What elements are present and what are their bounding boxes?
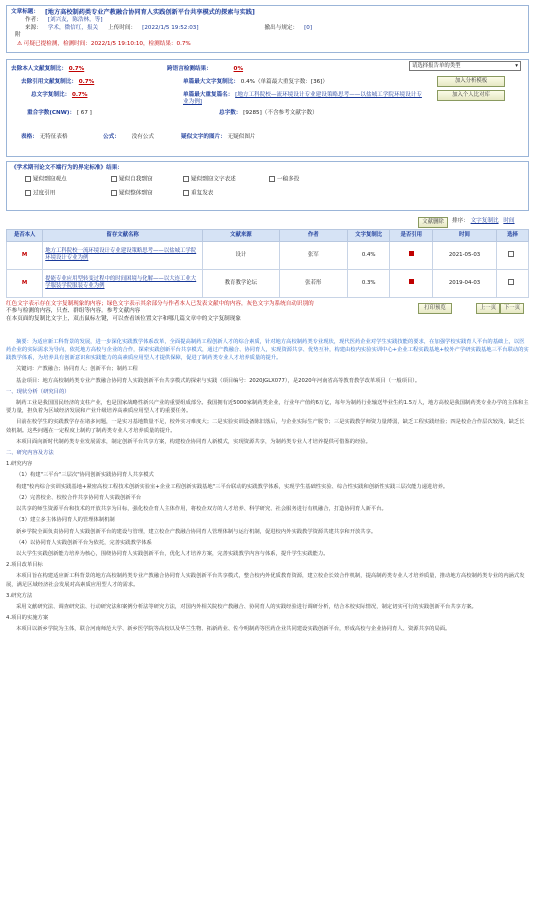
- single-max-row: [183, 79, 328, 87]
- doc-select[interactable]: [496, 269, 528, 297]
- legend-line-1: 红色文字表示存在文字复制现象的内容；绿色文字表示其余部分与作者本人已发表文献中的内容，灰色文字为系统自动识别的: [6, 300, 314, 307]
- add-analysis-button[interactable]: 加入分析模板: [437, 76, 505, 87]
- flag-label: 疑似剽窃文字表述: [191, 176, 236, 183]
- doc-source: 教育教学论坛: [203, 269, 280, 297]
- cross-lang-value: 0%: [233, 65, 244, 72]
- doc-source: 设计: [203, 241, 280, 269]
- checkbox-icon: [269, 176, 275, 182]
- suspect-row: [181, 134, 256, 142]
- chart-label: 表格：: [21, 133, 38, 140]
- remove-quote-label: 去除引用文献复制比：: [21, 78, 77, 85]
- flag-label: 一稿多投: [277, 176, 300, 183]
- flag-label: 疑似整体剽窃: [119, 190, 153, 197]
- flag-6[interactable]: [111, 190, 153, 198]
- single-title-row: [183, 92, 423, 107]
- source-label: 来源：: [25, 24, 42, 31]
- paragraph: （2）完善校企、校校合作共享协同育人实践创新平台: [16, 494, 142, 501]
- report-type-select-value: 请选择报告单的类型: [412, 62, 461, 69]
- upload-label: 上传时间：: [108, 24, 137, 31]
- paragraph: 以大学生实践创新能力培养为核心，围绕协同育人实践创新平台，优化人才培养方案，完善实践教学内容与体系，提升学生实践能力。: [16, 550, 329, 557]
- author-row: [11, 17, 524, 25]
- m-mark-icon: M: [21, 251, 28, 258]
- checkbox-icon: [25, 176, 31, 182]
- remove-self-value: 0.7%: [68, 65, 85, 72]
- keywords: 关键词：产教融合；协同育人；创新平台；制药工程: [16, 366, 138, 373]
- paragraph: 本项目旨在构建适应新工科背景的地方高校制药类专业产教融合协同育人实践创新平台共享模式，整合校内外优质教育资源，建立校企长效合作机制，提高制药类专业人才培养质量，推动地方高校制药类专业的内涵式发展，满足区域经济社会发展对高素质应用型人才的需求。: [6, 573, 525, 588]
- author-label: 作者：: [25, 17, 42, 24]
- source-toolbar: [6, 215, 529, 229]
- fund-info: 基金项目：地方高校制药类专业产教融合协同育人实践创新平台共享模式的探索与实践（项目编号：2020JGLX077），是2020年河南省高等教育教学改革项目（一般项目）。: [16, 377, 421, 384]
- paragraph: 目前在校学生的实践教学存在诸多问题，一是实习基地数量不足，校外实习难度大；二是实验实训设备陈旧落后，与企业实际生产脱节；三是实践教学师资力量薄弱，缺乏工程实践经验；四是校企合作层次较浅，缺乏长效机制。这些问题在一定程度上制约了制药类专业人才培养质量的提升。: [6, 419, 525, 434]
- sort-controls: [452, 218, 515, 226]
- sort-label: 排序：: [452, 217, 469, 224]
- checkbox-icon: [183, 176, 189, 182]
- cited-marker-icon: [409, 251, 414, 256]
- flag-label: 重复发表: [191, 190, 214, 197]
- author-value: [刘兴友，陈浩林，等]: [47, 17, 103, 24]
- col-source: 文献来源: [203, 229, 280, 241]
- checkbox-icon: [183, 190, 189, 196]
- remove-self-label: 去除本人文献复制比：: [11, 65, 67, 72]
- section-heading: 一、现状分析（研究目的）: [6, 388, 70, 395]
- paragraph: （3）建立多主体协同育人的管理体制机制: [16, 517, 115, 524]
- detect-notice: [11, 41, 524, 49]
- col-author: 作者: [279, 229, 347, 241]
- legend-text: [6, 301, 406, 324]
- chart-row: [21, 134, 68, 142]
- single-title-label: 单篇最大重复篇名：: [183, 91, 234, 98]
- doc-cited: [390, 241, 433, 269]
- flag-2[interactable]: [111, 176, 153, 184]
- legend: [6, 301, 529, 335]
- total-ratio-value: 0.7%: [71, 91, 88, 98]
- flag-5[interactable]: [25, 190, 55, 198]
- total-chars-value: [9285]（不含参考文献字数）: [243, 109, 318, 116]
- subsection-heading: 1.研究内容: [6, 461, 33, 468]
- flag-4[interactable]: [269, 176, 299, 184]
- paragraph: （1）构建"三平台"三层次"协同创新实践协同育人共享模式: [16, 472, 154, 479]
- checkbox-icon: [111, 176, 117, 182]
- suspect-label: 疑似文字的图片：: [181, 133, 226, 140]
- doc-select[interactable]: [496, 241, 528, 269]
- paragraph: 本项目面向新时代制药类专业发展需求，制定创新平台共享方案，构建校企协同育人新模式，实现资源共享，为制药类专业人才培养提供可借鉴的经验。: [16, 438, 371, 445]
- flag-label: 疑似剽窃观点: [33, 176, 67, 183]
- add-personal-library-button[interactable]: 加入个人比对库: [437, 90, 505, 101]
- doc-author: 张若彤: [279, 269, 347, 297]
- doc-title-link[interactable]: 地方工科院校一流环境设计专业建设策略思考——以盐城工学院环境设计专业为例: [45, 248, 197, 262]
- report-header: [6, 5, 529, 53]
- doc-title-link[interactable]: 提能专业应用型转变过程中的时间困境与化解——以大连工业大学服装学院服装专业为例: [45, 276, 197, 290]
- total-ratio-row: [31, 92, 87, 100]
- col-ratio: 文字复制比: [347, 229, 390, 241]
- col-select: 选择: [496, 229, 528, 241]
- single-title-link[interactable]: [地方工科院校—流环境设计专业建设策略思考——以盐城工学院环境设计专业为例]: [183, 91, 422, 106]
- col-cited: 是否引用: [390, 229, 433, 241]
- repeat-value: [ 67 ]: [76, 109, 92, 116]
- col-is-self: 是否本人: [7, 229, 43, 241]
- single-max-value: 0.4%（单篇最大重复字数：[36]）: [240, 78, 328, 85]
- meta-row: [11, 25, 524, 33]
- print-preview-button[interactable]: 打印预览: [418, 303, 452, 314]
- single-max-label: 单篇最大文字复制比：: [183, 78, 239, 85]
- paragraph: 采用文献研究法、调查研究法、行动研究法和案例分析法等研究方法，对国内外相关院校产教融合、协同育人的实践经验进行调研分析，结合本校实际情况，制定切实可行的实践创新平台共享方案。: [16, 603, 477, 610]
- total-chars-label: 总字数：: [219, 109, 242, 116]
- checkbox-icon: [508, 279, 514, 285]
- subsection-heading: 4.项目的实施方案: [6, 615, 49, 622]
- paragraph: 以共享的师生资源平台和技术的开放共享为目标，强化校企育人主体作用，将校企双方的人才培养、科学研究、社会服务进行有机融合，打造协同育人新平台。: [16, 506, 387, 513]
- formula-row: [103, 134, 154, 142]
- count-label: 撤出与规定：: [264, 24, 299, 31]
- checkbox-icon: [111, 190, 117, 196]
- table-row: [7, 241, 529, 269]
- remove-quote-value: 0.7%: [78, 78, 95, 85]
- prev-page-button[interactable]: 上一页: [476, 303, 500, 314]
- document-body: [6, 338, 529, 634]
- warning-icon: ⚠: [17, 41, 23, 47]
- cross-lang-label: 跨语言检测结果：: [167, 65, 212, 72]
- subsection-heading: 2.项目改革目标: [6, 562, 43, 569]
- is-self-cell: [7, 241, 43, 269]
- checkbox-icon: [508, 251, 514, 257]
- source-value: 学术，微信红，报关: [47, 24, 99, 31]
- formula-label: 公式：: [103, 133, 120, 140]
- flag-3[interactable]: [183, 176, 236, 184]
- chart-value: 无特征表格: [39, 133, 68, 140]
- col-title: 留存文献名称: [43, 229, 203, 241]
- total-ratio-label: 总文字复制比：: [31, 91, 71, 98]
- similar-docs-table: [6, 229, 529, 298]
- doc-cited: [390, 269, 433, 297]
- paragraph: （4）以协同育人实践创新平台为依托，完善实践教学体系: [16, 539, 152, 546]
- doc-date: 2021-05-03: [433, 241, 497, 269]
- doc-ratio: 0.4%: [347, 241, 390, 269]
- abstract: 摘要：为适应新工科背景的发展，进一步深化实践教学体系改革，全面提高制药工程创新人才的综合素质，针对地方高校制药类专业现状，现代医药企业对学生实践技能的要求，在加强学校实践育人平台的基础上，以医药企业的实际需求为导向，依托地方高校与企业的合作，探索实践创新平台共享模式，通过产教融合、协同育人，实现资源共享、优势互补，构建由校内实验实训中心+企业工程实践基地+校外产学研实践基地三平台联动的实践教学体系，为培养具有创新意识和实践能力的高素质应用型人才提供保障，促进了制药类专业人才培养质量的提升。: [6, 338, 529, 362]
- paragraph: 制药工业是我国国民经济的支柱产业，也是国家战略性新兴产业的重要组成部分。我国拥有近5000家制药类企业，行业年产值约6万亿，每年为制药行业输送毕业生约1.5万人，地方高校是我国制药类专业办学的主体和主要力量，担负着为区域经济发展和产业升级培养高素质应用型人才的重要任务。: [6, 400, 529, 415]
- sort-by-time-link[interactable]: 时间: [503, 217, 515, 224]
- delete-doc-button[interactable]: 文献删除: [418, 217, 448, 228]
- total-chars-row: [219, 110, 318, 118]
- doc-author: 张军: [279, 241, 347, 269]
- flag-7[interactable]: [183, 190, 213, 198]
- repeat-label: 重合字数(CNW)：: [27, 109, 76, 116]
- remove-quote-row: [21, 79, 94, 87]
- misconduct-flags: [6, 161, 529, 211]
- is-self-cell: [7, 269, 43, 297]
- remove-self-row: [11, 66, 84, 74]
- flag-1[interactable]: [25, 176, 67, 184]
- upload-time: [2022/1/5 19:52:03]: [142, 24, 199, 31]
- report-type-select[interactable]: [409, 61, 521, 71]
- subsection-heading: 3.研究方法: [6, 592, 33, 599]
- cross-lang-row: [167, 66, 243, 74]
- suspect-value: 无疑似图片: [227, 133, 256, 140]
- formula-value: 没有公式: [131, 133, 154, 140]
- legend-line-2: 不参与检测的内容，只查、群组等内容。参考文献内容: [6, 308, 141, 315]
- table-row: [7, 269, 529, 297]
- doc-title-cell: [43, 269, 203, 297]
- paragraph: 新乡学院全面负责协同育人实践创新平台的建设与管理，建立校企产教融合协同育人管理体制与运行机制，促进校内外实践教学资源共建共享和开放共享。: [16, 528, 377, 535]
- m-mark-icon: M: [21, 279, 28, 286]
- doc-date: 2019-04-03: [433, 269, 497, 297]
- next-page-button[interactable]: 下一页: [500, 303, 524, 314]
- flags-title: 《学术期刊论文不端行为的界定标准》结果：: [11, 164, 123, 171]
- article-title: [地方高校制药类专业产教融合协同育人实践创新平台共享模式的探索与实践]: [44, 9, 255, 16]
- cited-marker-icon: [409, 279, 414, 284]
- repeat-row: [27, 110, 92, 118]
- detect-notice-text: 可疑已提检测，检测时间：2022/1/5 19:10:10，检测结果：0.7%: [23, 41, 191, 47]
- doc-ratio: 0.3%: [347, 269, 390, 297]
- chevron-down-icon: ▾: [515, 62, 518, 69]
- legend-line-3: 在本页面的复制比文字上，双击鼠标左键，可以查看该位置文字和哪几篇文章中的文字复制现象: [6, 315, 241, 322]
- sort-by-ratio-link[interactable]: 文字复制比: [470, 217, 499, 224]
- count-value: [0]: [304, 24, 313, 31]
- paragraph: 构建"校内综合实训实践基地+紧密高校工程技术创新实验室+企业工程创新实践基地"三平台联动的实践教学体系，实现学生基础性实验、综合性实践和创新性实践三层次能力递进培养。: [16, 483, 449, 490]
- title-label: 文章标题：: [11, 9, 39, 15]
- stats-panel: [6, 59, 529, 157]
- col-time: 时间: [433, 229, 497, 241]
- checkbox-icon: [25, 190, 31, 196]
- flag-label: 疑似自我剽窃: [119, 176, 153, 183]
- flag-label: 过度引用: [33, 190, 56, 197]
- table-header-row: [7, 229, 529, 241]
- note-short: 附: [15, 32, 21, 39]
- section-heading: 二、研究内容及方法: [6, 450, 54, 457]
- doc-title-cell: [43, 241, 203, 269]
- paragraph: 本项目以新乡学院为主体，联合河南师范大学、新乡医学院等高校以及华兰生物、拓新药业、佐今明制药等医药企业共同建设实践创新平台，形成高校与企业协同育人、资源共享的局面。: [16, 626, 451, 633]
